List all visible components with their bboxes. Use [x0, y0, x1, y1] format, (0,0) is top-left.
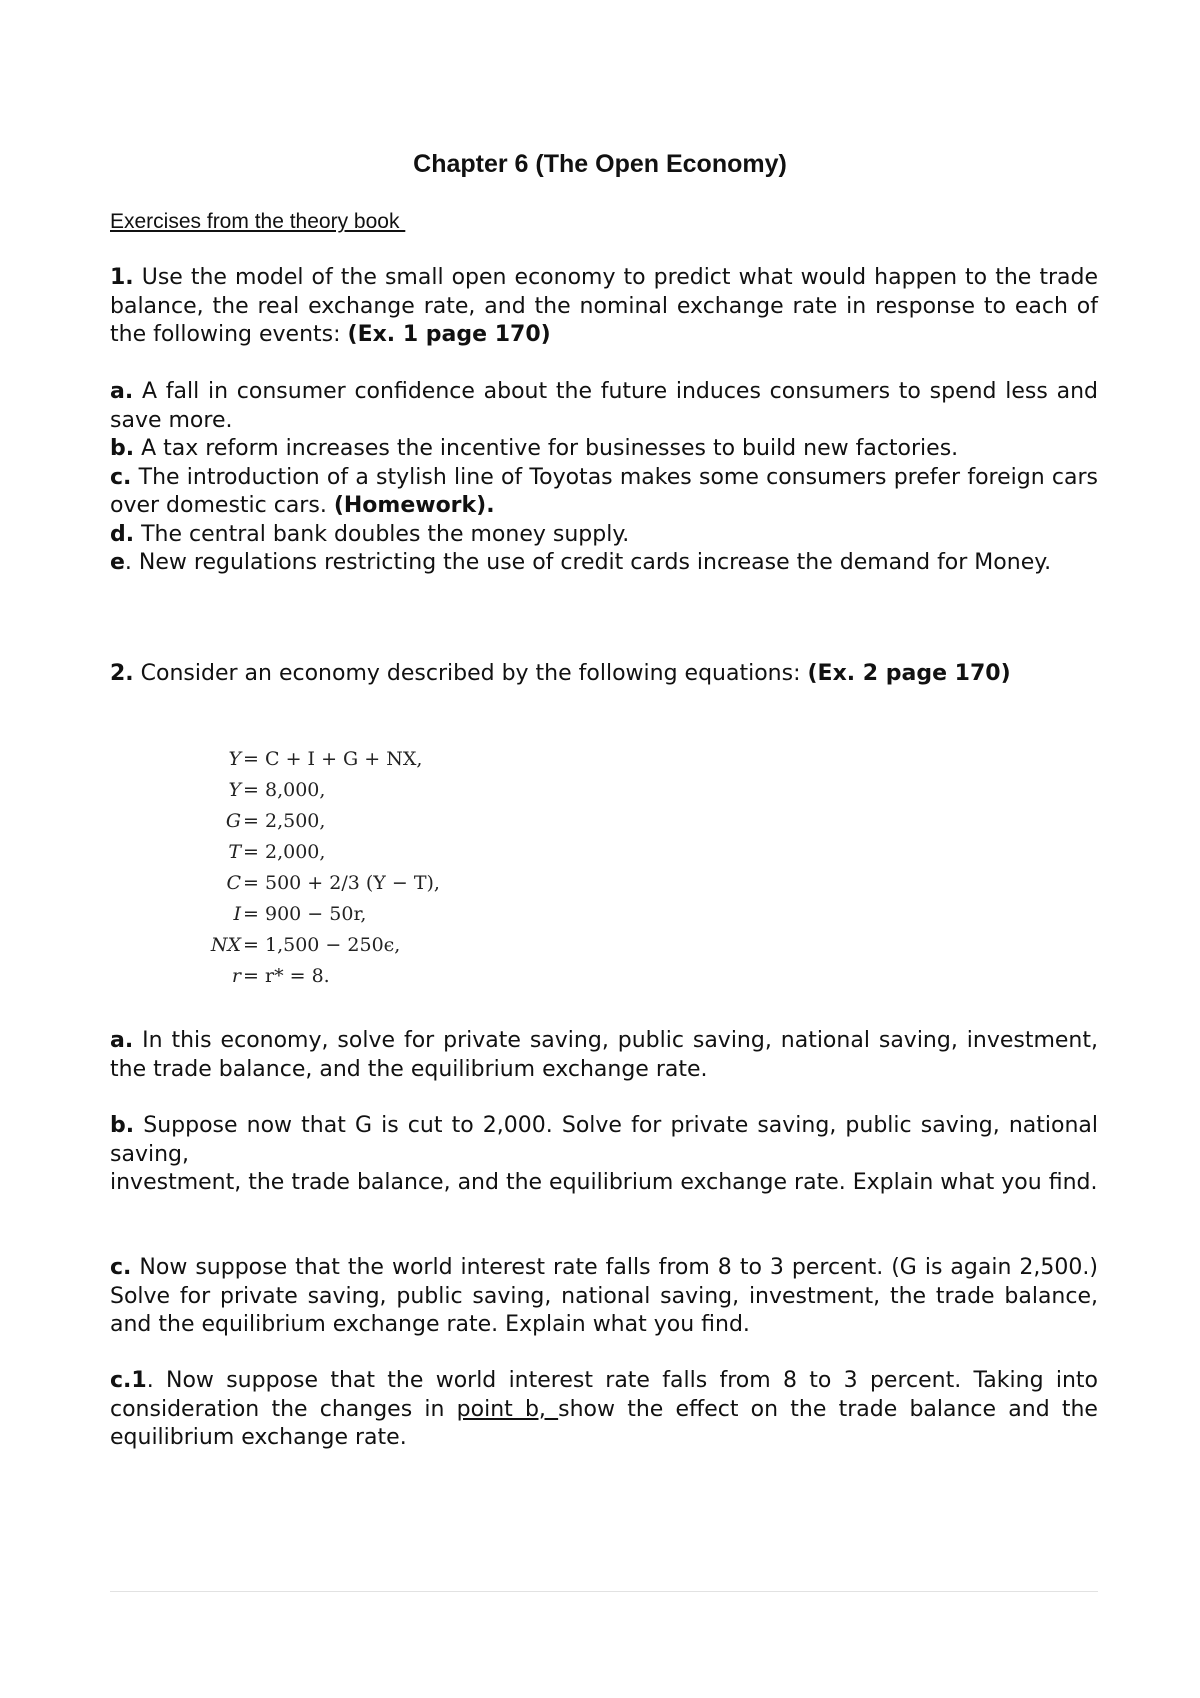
equation-lhs: G [225, 810, 241, 832]
equation-row [118, 775, 440, 806]
item-label: d. [110, 521, 135, 547]
item-label: a. [110, 379, 134, 404]
equation-rhs: 8,000, [265, 779, 326, 801]
footer-divider [110, 1591, 1098, 1592]
question-1-item-c [110, 464, 1098, 521]
part-b-text-1 [110, 1112, 1098, 1169]
question-1-item-d [110, 521, 1098, 550]
equation-row [118, 868, 440, 899]
part-label: a. [110, 1028, 134, 1053]
question-1 [110, 264, 1098, 350]
question-1-text: Use the model of the small open economy to predict what would happen to the trade balance, the real exchange rate, and the nominal exchange rate in response to each of the following events: [110, 265, 1098, 347]
part-text: . Now suppose that the world interest rate falls from 8 to 3 percent. Taking into consideration the changes in [110, 1368, 1098, 1422]
question-2-part-c [110, 1254, 1098, 1340]
part-label: b. [110, 1113, 135, 1138]
part-label: c. [110, 1255, 132, 1280]
part-text: Suppose now that G is cut to 2,000. Solve for private saving, public saving, national saving, [110, 1113, 1098, 1167]
equation-op: = [243, 748, 259, 770]
equation-row [118, 899, 440, 930]
equation-rhs: C + I + G + NX, [265, 748, 423, 770]
equation-op: = [243, 872, 259, 894]
equation-op: = [243, 810, 259, 832]
equation-lhs: Y [228, 748, 241, 770]
part-c1-text [110, 1367, 1098, 1453]
equation-rhs: 500 + 2/3 (Y − T), [265, 872, 440, 894]
equation-rhs: 1,500 − 250ϵ, [265, 934, 401, 956]
equation-row [118, 837, 440, 868]
item-text: A tax reform increases the incentive for businesses to build new factories. [134, 436, 959, 461]
equation-row [118, 806, 440, 837]
equation-row [118, 930, 440, 961]
part-label: c.1 [110, 1368, 147, 1393]
item-label: c. [110, 464, 132, 490]
equation-op: = [243, 779, 259, 801]
item-text: . New regulations restricting the use of credit cards increase the demand for Money. [124, 550, 1052, 575]
equation-lhs: I [233, 903, 241, 925]
section-subtitle: Exercises from the theory book [110, 210, 406, 233]
equation-block [118, 744, 440, 992]
question-2-number: 2. [110, 661, 134, 686]
question-1-prompt [110, 264, 1098, 350]
equation-rhs: r* = 8. [265, 965, 330, 987]
item-text: The introduction of a stylish line of Toyotas makes some consumers prefer foreign cars over domestic cars. [110, 464, 1098, 518]
question-2-part-a [110, 1027, 1098, 1084]
equation-op: = [243, 934, 259, 956]
equation-lhs: T [228, 841, 241, 863]
equation-row [118, 961, 440, 992]
equation-rhs: 2,500, [265, 810, 326, 832]
part-text: In this economy, solve for private saving, public saving, national saving, investment, the trade balance, and the equilibrium exchange rate. [110, 1028, 1098, 1082]
question-2-reference: (Ex. 2 page 170) [807, 661, 1011, 686]
question-2-part-b [110, 1112, 1098, 1198]
item-text: The central bank doubles the money supply. [134, 521, 630, 547]
homework-note: (Homework). [333, 493, 495, 518]
part-a-text [110, 1027, 1098, 1084]
question-2-part-c1 [110, 1367, 1098, 1453]
question-2-prompt [110, 660, 1098, 689]
item-label: e [110, 550, 125, 575]
question-2-text: Consider an economy described by the following equations: [133, 661, 808, 686]
item-text: A fall in consumer confidence about the future induces consumers to spend less and save more. [110, 379, 1098, 433]
equation-op: = [243, 965, 259, 987]
question-1-items [110, 378, 1098, 578]
question-1-reference: (Ex. 1 page 170) [347, 322, 551, 347]
item-label: b. [110, 436, 135, 461]
question-2 [110, 660, 1098, 689]
part-text: show the effect on the trade balance and the equilibrium exchange rate. [110, 1396, 1098, 1450]
equation-row [118, 744, 440, 775]
question-1-number: 1. [110, 265, 134, 290]
equation-op: = [243, 841, 259, 863]
equation-op: = [243, 903, 259, 925]
question-1-item-a [110, 378, 1098, 435]
part-text: investment, the trade balance, and the equilibrium exchange rate. Explain what you find. [110, 1170, 1098, 1195]
part-c-text [110, 1254, 1098, 1340]
point-b-reference: point b, [456, 1396, 559, 1422]
page-title: Chapter 6 (The Open Economy) [413, 150, 787, 178]
equation-lhs: C [226, 872, 241, 894]
equation-rhs: 900 − 50r, [265, 903, 367, 925]
equation-lhs: Y [228, 779, 241, 801]
question-1-item-e [110, 549, 1098, 578]
equation-rhs: 2,000, [265, 841, 326, 863]
equation-lhs: r [231, 965, 241, 987]
part-b-text-2 [110, 1169, 1098, 1198]
equation-lhs: NX [210, 934, 241, 956]
question-1-item-b [110, 435, 1098, 464]
part-text: Now suppose that the world interest rate falls from 8 to 3 percent. (G is again 2,500.) Solve for private saving, public saving, national saving, investment, the trade balance, and the equilibrium exchange rate. Explain what you find. [110, 1255, 1098, 1337]
